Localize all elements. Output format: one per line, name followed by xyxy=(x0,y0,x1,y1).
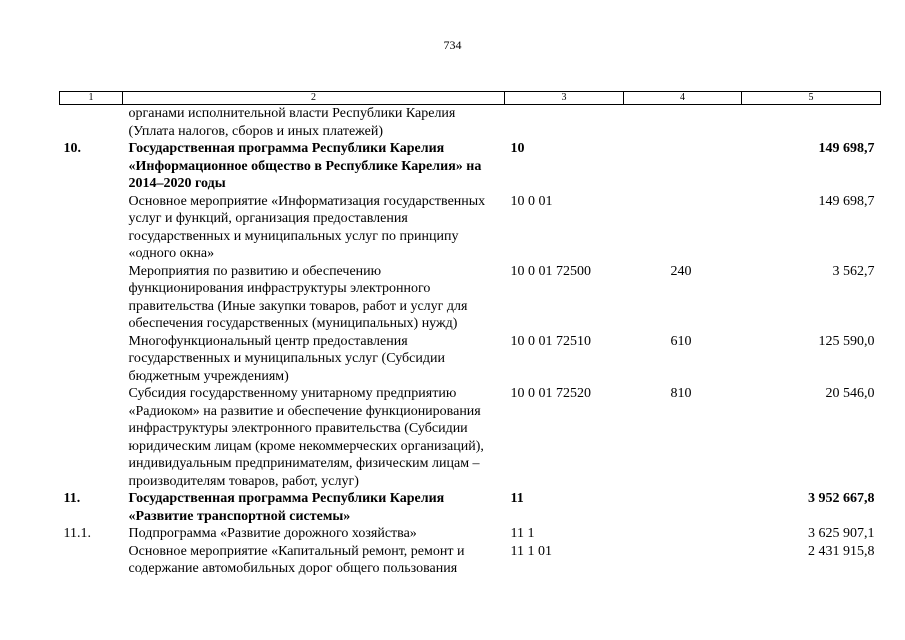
row-amount: 3 625 907,1 xyxy=(808,526,875,541)
table-row xyxy=(60,543,881,578)
row-name: Субсидия государственному унитарному предприятию «Радиоком» на развитие и обеспечение функционирования инфраструктуры электронного правительства (Субсидии юридическим лицам (кроме некоммерческих организаций), индивидуальным предпринимателям, физическим лицам – производителям товаров, работ, услуг) xyxy=(128,386,484,489)
row-type xyxy=(624,543,742,578)
row-code: 10 xyxy=(510,141,525,156)
table-row xyxy=(60,525,881,543)
header-col-3: 3 xyxy=(505,92,624,105)
row-number xyxy=(60,385,123,490)
row-amount: 149 698,7 xyxy=(818,141,875,156)
row-type: 810 xyxy=(670,386,692,401)
row-type: 240 xyxy=(670,263,692,279)
row-amount: 20 546,0 xyxy=(825,386,875,401)
row-code: 10 0 01 72500 xyxy=(510,263,591,279)
row-amount: 149 698,7 xyxy=(818,193,875,209)
table-row xyxy=(60,105,881,141)
row-number xyxy=(60,543,123,578)
table-row xyxy=(60,193,881,263)
row-name: органами исполнительной власти Республики Карелия (Уплата налогов, сборов и иных платежей) xyxy=(128,106,456,139)
row-number: 10. xyxy=(63,141,81,156)
row-number xyxy=(60,333,123,386)
header-col-5: 5 xyxy=(742,92,881,105)
header-col-4: 4 xyxy=(624,92,742,105)
row-amount: 3 562,7 xyxy=(832,263,875,279)
table-row xyxy=(60,385,881,490)
row-code: 11 1 xyxy=(510,526,535,541)
table-row xyxy=(60,140,881,193)
row-type xyxy=(624,525,742,543)
row-type xyxy=(624,193,742,263)
row-name: Основное мероприятие «Информатизация государственных услуг и функций, организация предоставления государственных и муниципальных услуг по принципу «одного окна» xyxy=(128,193,486,261)
table-body xyxy=(60,105,881,578)
row-name: Основное мероприятие «Капитальный ремонт, ремонт и содержание автомобильных дорог общего пользования xyxy=(128,543,465,576)
row-name: Многофункциональный центр предоставления государственных и муниципальных услуг (Субсидии бюджетным учреждениям) xyxy=(128,333,445,384)
row-type: 610 xyxy=(670,333,692,349)
row-code: 10 0 01 72510 xyxy=(510,333,591,349)
table-row xyxy=(60,490,881,525)
row-name: Государственная программа Республики Карелия «Развитие транспортной системы» xyxy=(128,491,445,524)
row-number: 11. xyxy=(63,491,81,506)
row-number xyxy=(60,193,123,263)
row-name: Государственная программа Республики Карелия «Информационное общество в Республике Карелия» на 2014–2020 годы xyxy=(128,141,482,191)
row-name: Мероприятия по развитию и обеспечению функционирования инфраструктуры электронного правительства (Иные закупки товаров, работ и услуг для обеспечения государственных (муниципальных) нужд) xyxy=(128,263,468,331)
table-header xyxy=(60,92,881,105)
row-amount: 125 590,0 xyxy=(818,333,875,349)
row-type xyxy=(624,140,742,193)
row-code xyxy=(505,105,624,141)
row-amount: 2 431 915,8 xyxy=(808,543,875,559)
row-amount: 3 952 667,8 xyxy=(808,491,875,506)
header-col-1: 1 xyxy=(60,92,123,105)
table-row xyxy=(60,263,881,333)
table-row xyxy=(60,333,881,386)
budget-table xyxy=(59,91,881,578)
header-row xyxy=(60,92,881,105)
row-code: 11 xyxy=(510,491,524,506)
row-type xyxy=(624,490,742,525)
row-number xyxy=(60,263,123,333)
row-number xyxy=(60,105,123,141)
page-number: 734 xyxy=(443,38,462,52)
row-amount xyxy=(742,105,881,141)
row-code: 11 1 01 xyxy=(510,543,552,559)
row-code: 10 0 01 xyxy=(510,193,553,209)
row-code: 10 0 01 72520 xyxy=(510,386,591,401)
row-number: 11.1. xyxy=(63,526,91,541)
header-col-2: 2 xyxy=(123,92,505,105)
row-name: Подпрограмма «Развитие дорожного хозяйства» xyxy=(128,526,417,541)
row-type xyxy=(624,105,742,141)
